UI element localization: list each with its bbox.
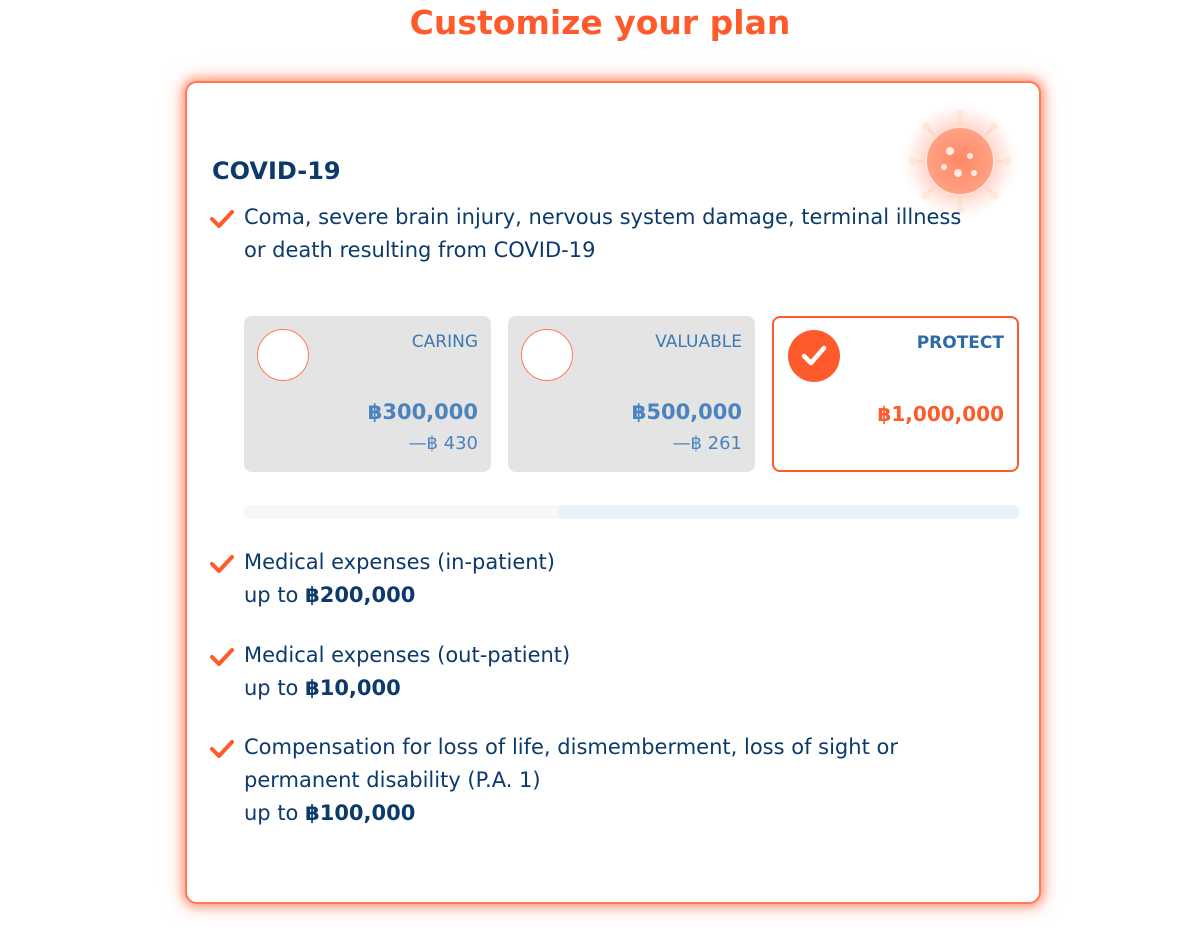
benefit-title-continued: permanent disability (P.A. 1) <box>244 768 541 792</box>
benefit-title: Medical expenses (in-patient) <box>244 550 555 574</box>
covid-coverage-line2: or death resulting from COVID-19 <box>244 238 596 262</box>
benefit-prefix: up to <box>244 676 299 700</box>
plan-name: CARING <box>411 332 478 352</box>
benefit-amount: ฿200,000 <box>305 583 416 607</box>
plan-option-valuable[interactable] <box>508 316 755 472</box>
scroll-track[interactable] <box>244 505 1020 519</box>
plan-price: ฿1,000,000 <box>877 402 1004 426</box>
radio-button[interactable] <box>521 329 573 381</box>
benefit-amount: ฿10,000 <box>305 676 401 700</box>
benefit-pa1 <box>244 731 898 830</box>
benefit-title: Compensation for loss of life, dismemberment, loss of sight or <box>244 735 898 759</box>
benefit-inpatient <box>244 546 555 612</box>
benefit-prefix: up to <box>244 583 299 607</box>
check-icon <box>210 739 234 759</box>
covid-coverage-text <box>244 201 961 267</box>
benefit-limit <box>244 797 898 830</box>
plan-price-difference: —฿ 430 <box>408 433 478 454</box>
radio-button[interactable] <box>257 329 309 381</box>
plan-name: VALUABLE <box>655 332 742 352</box>
check-icon <box>210 209 234 229</box>
scroll-thumb[interactable] <box>557 505 1020 519</box>
plan-name: PROTECT <box>916 333 1004 353</box>
plan-option-caring[interactable] <box>244 316 491 472</box>
radio-button-selected[interactable] <box>788 330 840 382</box>
plan-price: ฿300,000 <box>367 400 478 424</box>
benefit-prefix: up to <box>244 801 299 825</box>
benefit-outpatient <box>244 639 570 705</box>
plan-option-protect[interactable] <box>772 316 1019 472</box>
plan-price-difference: —฿ 261 <box>672 433 742 454</box>
check-icon <box>210 554 234 574</box>
benefit-limit <box>244 672 570 705</box>
plan-price: ฿500,000 <box>631 400 742 424</box>
plan-card <box>185 81 1041 904</box>
checkmark-icon <box>800 343 828 369</box>
benefit-title: Medical expenses (out-patient) <box>244 643 571 667</box>
benefit-limit <box>244 579 555 612</box>
benefit-amount: ฿100,000 <box>305 801 416 825</box>
check-icon <box>210 647 234 667</box>
section-title: COVID-19 <box>212 157 341 185</box>
page-title: Customize your plan <box>409 3 791 42</box>
covid-coverage-line1: Coma, severe brain injury, nervous system damage, terminal illness <box>244 205 962 229</box>
